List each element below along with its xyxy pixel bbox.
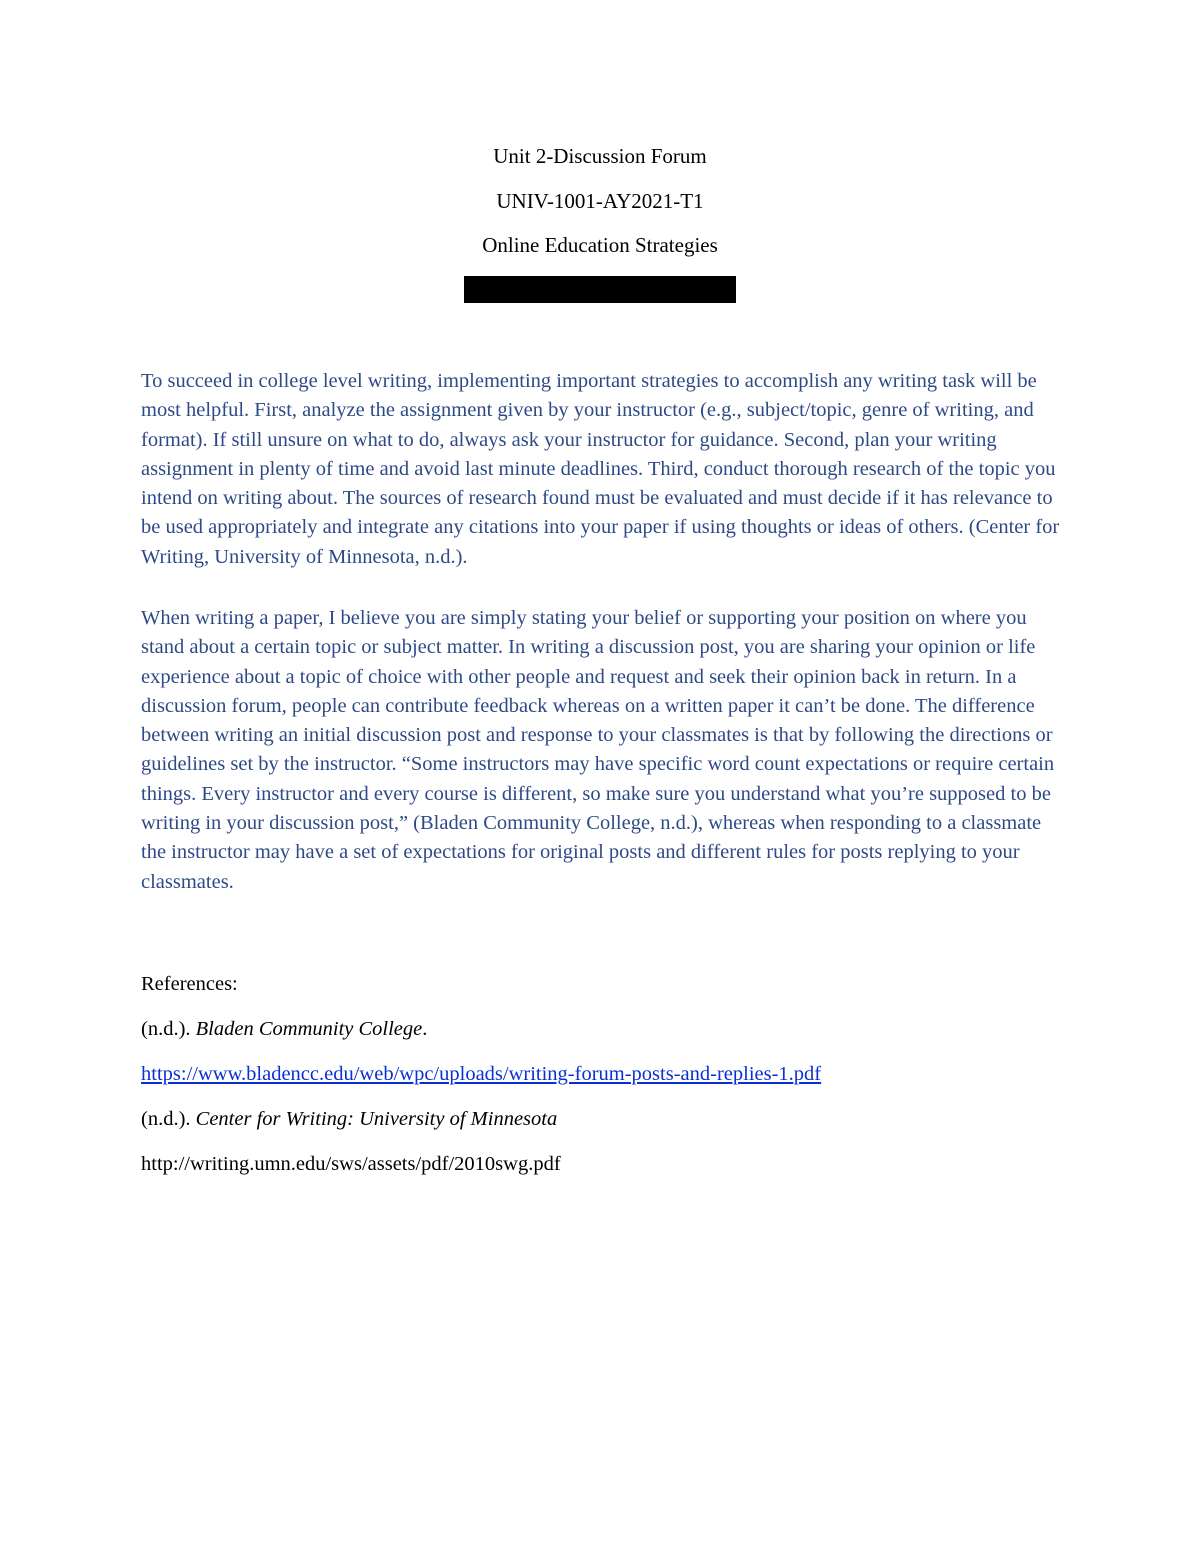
document-title: Unit 2-Discussion Forum [493, 144, 707, 168]
reference-2-citation [141, 1106, 557, 1132]
course-name: Online Education Strategies [482, 233, 718, 257]
reference-2-url: http://writing.umn.edu/sws/assets/pdf/2010swg.pdf [141, 1153, 561, 1175]
reference-1-prefix: (n.d.). [141, 1018, 196, 1040]
reference-1-link[interactable]: https://www.bladencc.edu/web/wpc/uploads/writing-forum-posts-and-replies-1.pdf [141, 1063, 822, 1085]
reference-1-url-line [141, 1061, 821, 1087]
course-code: UNIV-1001-AY2021-T1 [496, 189, 704, 213]
body-paragraph-1: To succeed in college level writing, implementing important strategies to accomplish any writing task will be most helpful. First, analyze the assignment given by your instructor (e.g., subject/topic, genre of writing, and format). If still unsure on what to do, always ask your instructor for guidance. Second, plan your writing assignment in plenty of time and avoid last minute deadlines. Third, conduct thorough research of the topic you intend on writing about. The sources of research found must be evaluated and must decide if it has relevance to be used appropriately and integrate any citations into your paper if using thoughts or ideas of others. (Center for Writing, University of Minnesota, n.d.). [141, 370, 1060, 568]
body-paragraph-2: When writing a paper, I believe you are simply stating your belief or supporting your position on where you stand about a certain topic or subject matter. In writing a discussion post, you are sharing your opinion or life experience about a topic of choice with other people and request and seek their opinion back in return. In a discussion forum, people can contribute feedback whereas on a written paper it can’t be done. The difference between writing an initial discussion post and response to your classmates is that by following the directions or guidelines set by the instructor. “Some instructors may have specific word count expectations or require certain things. Every instructor and every course is different, so make sure you understand what you’re supposed to be writing in your discussion post,” (Bladen Community College, n.d.), whereas when responding to a classmate the instructor may have a set of expectations for original posts and different rules for posts replying to your classmates. [141, 607, 1055, 893]
reference-1-citation [141, 1016, 427, 1042]
redacted-name-bar [464, 276, 736, 303]
reference-1-title: Bladen Community College [195, 1018, 423, 1040]
references-heading: References: [141, 973, 238, 995]
reference-1-suffix: . [422, 1018, 428, 1040]
reference-2-title: Center for Writing: University of Minnesota [195, 1108, 558, 1130]
reference-2-prefix: (n.d.). [141, 1108, 196, 1130]
